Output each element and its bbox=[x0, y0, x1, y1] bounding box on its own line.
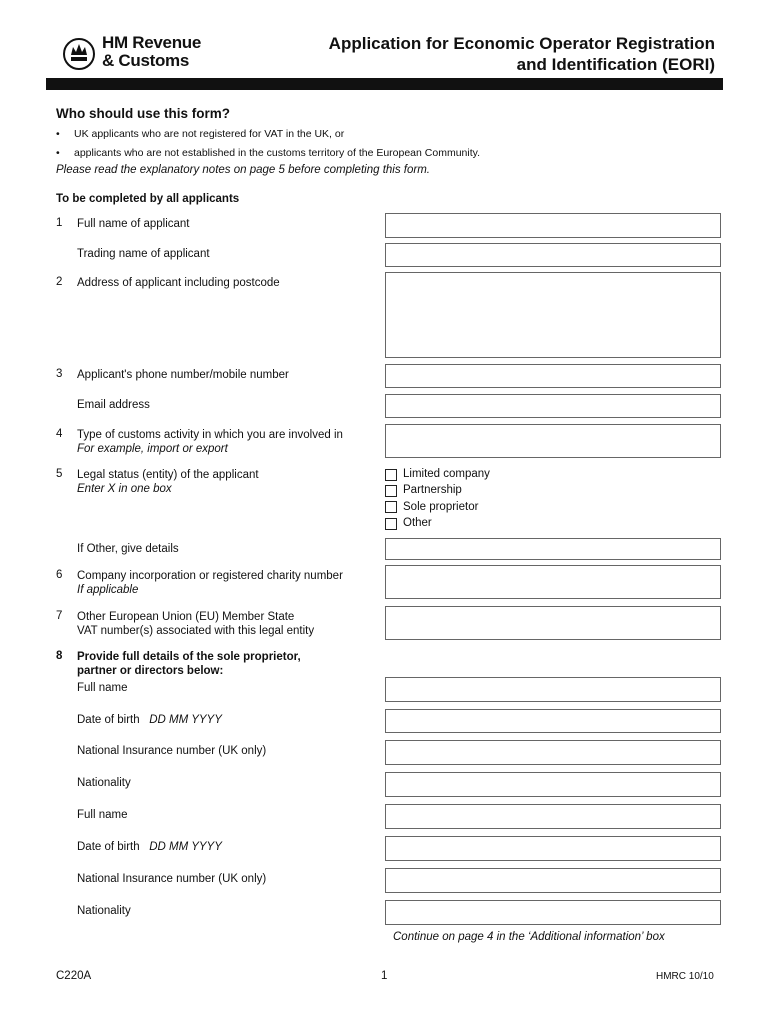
director-ni-field[interactable] bbox=[385, 740, 721, 765]
address-label: Address of applicant including postcode bbox=[77, 277, 280, 289]
sole-proprietor-checkbox[interactable] bbox=[385, 501, 397, 513]
partnership-label: Partnership bbox=[403, 484, 462, 496]
question-number: 2 bbox=[56, 276, 63, 288]
legal-status-label: Legal status (entity) of the applicant Enter X in one box bbox=[77, 469, 259, 495]
phone-label: Applicant's phone number/mobile number bbox=[77, 369, 289, 381]
full-name-field[interactable] bbox=[385, 213, 721, 238]
company-number-field[interactable] bbox=[385, 565, 721, 599]
email-label: Email address bbox=[77, 399, 150, 411]
hmrc-logo bbox=[62, 33, 212, 73]
question-number: 4 bbox=[56, 428, 63, 440]
limited-company-checkbox[interactable] bbox=[385, 469, 397, 481]
question-number: 3 bbox=[56, 368, 63, 380]
legal-status-hint: Enter X in one box bbox=[77, 483, 172, 495]
director-dob-field[interactable] bbox=[385, 836, 721, 861]
director-ni-label: National Insurance number (UK only) bbox=[77, 745, 267, 757]
director-full-name-field[interactable] bbox=[385, 804, 721, 829]
company-number-label: Company incorporation or registered charity number If applicable bbox=[77, 570, 343, 596]
header-divider bbox=[46, 78, 723, 90]
other-checkbox[interactable] bbox=[385, 518, 397, 530]
dob-format-hint: DD MM YYYY bbox=[149, 841, 222, 853]
section-heading: To be completed by all applicants bbox=[56, 193, 240, 205]
other-details-label: If Other, give details bbox=[77, 543, 179, 555]
question-number: 6 bbox=[56, 569, 63, 581]
director-nationality-field[interactable] bbox=[385, 900, 721, 925]
director-nationality-field[interactable] bbox=[385, 772, 721, 797]
bullet-item: • UK applicants who are not registered for VAT in the UK, or bbox=[56, 128, 345, 140]
trading-name-field[interactable] bbox=[385, 243, 721, 267]
trading-name-label: Trading name of applicant bbox=[77, 248, 210, 260]
bullet-icon: • bbox=[56, 128, 60, 140]
question-number: 8 bbox=[56, 650, 63, 662]
email-field[interactable] bbox=[385, 394, 721, 418]
director-full-name-field[interactable] bbox=[385, 677, 721, 702]
dob-format-hint: DD MM YYYY bbox=[149, 714, 222, 726]
other-label: Other bbox=[403, 517, 432, 529]
question-number: 5 bbox=[56, 468, 63, 480]
form-title-line1: Application for Economic Operator Registration bbox=[328, 34, 715, 53]
director-full-name-label: Full name bbox=[77, 682, 128, 694]
director-ni-field[interactable] bbox=[385, 868, 721, 893]
who-heading: Who should use this form? bbox=[56, 106, 230, 121]
question-number: 1 bbox=[56, 217, 63, 229]
eu-vat-label: Other European Union (EU) Member State VAT number(s) associated with this legal entity bbox=[77, 611, 315, 637]
director-nationality-label: Nationality bbox=[77, 905, 131, 917]
other-details-field[interactable] bbox=[385, 538, 721, 560]
full-name-label: Full name of applicant bbox=[77, 218, 190, 230]
director-dob-field[interactable] bbox=[385, 709, 721, 733]
crown-crest-icon bbox=[62, 35, 96, 71]
bullet-icon: • bbox=[56, 147, 60, 159]
phone-field[interactable] bbox=[385, 364, 721, 388]
sole-proprietor-label: Sole proprietor bbox=[403, 501, 479, 513]
form-title bbox=[329, 33, 715, 75]
explanatory-note: Please read the explanatory notes on page 5 before completing this form. bbox=[56, 164, 430, 176]
address-field[interactable] bbox=[385, 272, 721, 358]
director-dob-label: Date of birth DD MM YYYY bbox=[77, 841, 222, 853]
director-ni-label: National Insurance number (UK only) bbox=[77, 873, 267, 885]
form-code: C220A bbox=[56, 970, 92, 982]
form-revision: HMRC 10/10 bbox=[656, 971, 714, 982]
partnership-checkbox[interactable] bbox=[385, 485, 397, 497]
continue-note: Continue on page 4 in the ‘Additional information’ box bbox=[393, 931, 665, 943]
limited-company-label: Limited company bbox=[403, 468, 490, 480]
director-dob-label: Date of birth DD MM YYYY bbox=[77, 714, 222, 726]
page-number: 1 bbox=[381, 970, 388, 982]
customs-activity-hint: For example, import or export bbox=[77, 443, 228, 455]
director-full-name-label: Full name bbox=[77, 809, 128, 821]
company-number-hint: If applicable bbox=[77, 584, 139, 596]
logo-text-line2: & Customs bbox=[102, 51, 190, 70]
bullet-item: • applicants who are not established in the customs territory of the European Community. bbox=[56, 147, 481, 159]
form-title-line2: and Identification (EORI) bbox=[516, 55, 715, 74]
question-number: 7 bbox=[56, 610, 63, 622]
customs-activity-label: Type of customs activity in which you are involved in For example, import or export bbox=[77, 429, 343, 455]
proprietor-details-heading: Provide full details of the sole proprietor, partner or directors below: bbox=[77, 651, 301, 677]
director-nationality-label: Nationality bbox=[77, 777, 131, 789]
customs-activity-field[interactable] bbox=[385, 424, 721, 458]
eu-vat-field[interactable] bbox=[385, 606, 721, 640]
logo-text-line1: HM Revenue bbox=[102, 33, 202, 52]
